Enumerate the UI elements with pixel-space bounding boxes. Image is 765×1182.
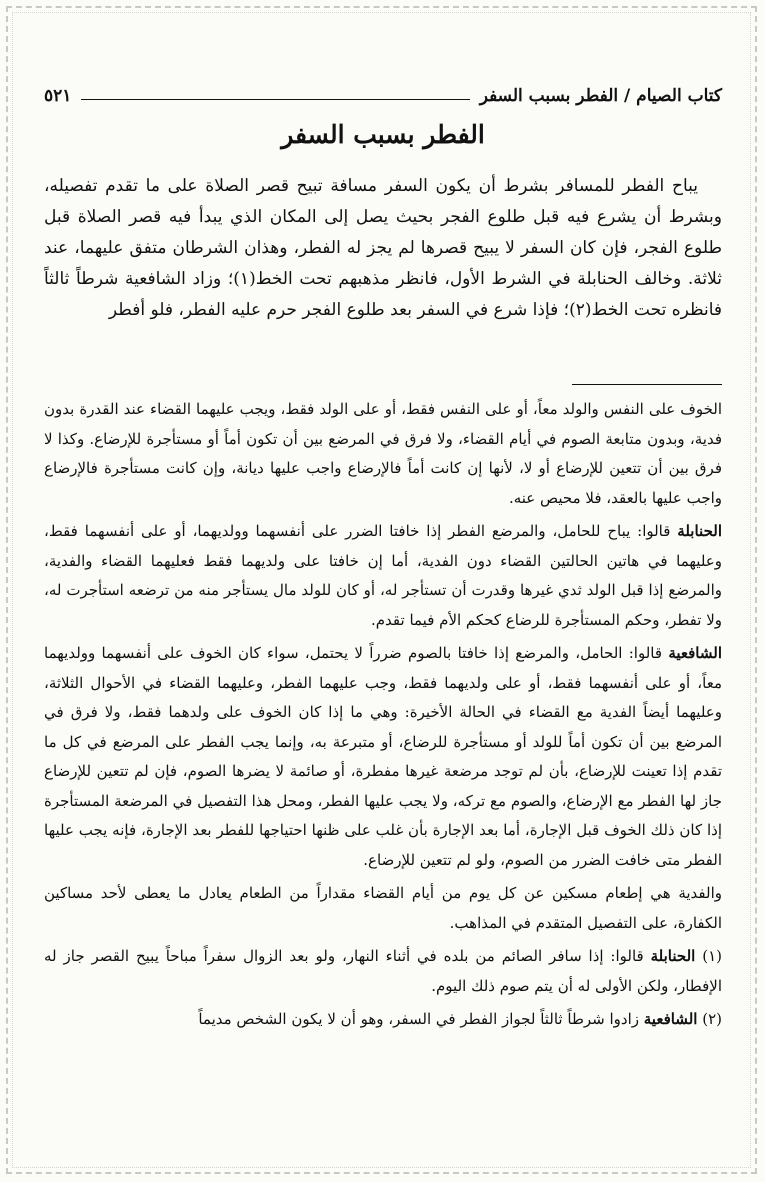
fn1-lead: الحنابلة [650, 947, 696, 965]
chapter-heading: كتاب الصيام / الفطر بسبب السفر [479, 86, 722, 106]
footnote-separator [572, 384, 722, 385]
hanabila-lead: الحنابلة [677, 522, 722, 540]
running-header [44, 82, 722, 110]
hanabila-text: قالوا: يباح للحامل، والمرضع الفطر إذا خافتا الضرر على أنفسهما وولديهما، أو على أنفسهما فقط، وعليهما في هاتين الحالتين القضاء دون الفدية، أما إن خافتا على ولديهما فقط فعليهما القضاء والفدية، والمرضع إذا قبل الولد ثدي غيرها وقدرت أن تستأجر له، أو كان للولد مال يستأجر منه من ترضعه استأجرت له، ولا تفطر، وحكم المستأجرة للرضاع كحكم الأم فيما تقدم. [44, 522, 722, 629]
footnote-shafiiya [44, 639, 722, 875]
fn2-number: (٢) [702, 1010, 722, 1028]
page-number: ٥٢١ [44, 86, 72, 106]
footnote-hanabila [44, 517, 722, 635]
footnote-1 [44, 942, 722, 1001]
footnote-fidya: والفدية هي إطعام مسكين عن كل يوم من أيام القضاء مقداراً من الطعام يعادل ما يعطى لأحد مساكين الكفارة، على التفصيل المتقدم في المذاهب. [44, 884, 722, 932]
main-paragraph: يباح الفطر للمسافر بشرط أن يكون السفر مسافة تبيح قصر الصلاة على ما تقدم تفصيله، وبشرط أن يشرع فيه قبل طلوع الفجر بحيث يصل إلى المكان الذي يبدأ فيه قصر الصلاة قبل طلوع الفجر، فإن كان السفر لا يبيح قصرها لم يجز له الفطر، وهذان الشرطان متفق عليهما، عند ثلاثة. وخالف الحنابلة في الشرط الأول، فانظر مذهبهم تحت الخط(١)؛ وزاد الشافعية شرطاً ثالثاً فانظره تحت الخط(٢)؛ فإذا شرع في السفر بعد طلوع الفجر حرم عليه الفطر، فلو أفطر [44, 176, 722, 320]
fn2-lead: الشافعية [643, 1010, 698, 1028]
main-text [44, 171, 722, 326]
shafiiya-lead: الشافعية [668, 644, 722, 662]
footnote-2 [44, 1005, 722, 1035]
page-content [44, 82, 722, 1039]
header-rule [81, 99, 469, 100]
fn1-number: (١) [702, 947, 722, 965]
footnotes [44, 395, 722, 1035]
footnote-continuation: الخوف على النفس والولد معاً، أو على النفس فقط، أو على الولد فقط، ويجب عليهما القضاء عند القدرة بدون فدية، وبدون متابعة الصوم في أيام القضاء، ولا فرق في المرضع بين أن تكون أماً أو مستأجرة للإرضاع. وكذا لا فرق بين أن تتعين للإرضاع أو لا، لأنها إن كانت أماً فالإرضاع واجب عليها ديانة، وإن كانت مستأجرة فالإرضاع واجب عليها بالعقد، فلا محيص عنه. [44, 400, 722, 507]
shafiiya-text: قالوا: الحامل، والمرضع إذا خافتا بالصوم ضرراً لا يحتمل، سواء كان الخوف على أنفسهما وولديهما معاً، أو على أنفسهما فقط، أو على ولديهما فقط، وجب عليهما الفطر، وعليهما القضاء في الأحوال الثلاثة، وعليهما أيضاً الفدية مع القضاء في الحالة الأخيرة: وهي ما إذا كان الخوف على ولدهما فقط، ولا فرق في المرضع بين أن تكون أماً للولد أو مستأجرة للرضاع، أو متبرعة به، وإنما يجب الفطر على المرضع في كل ما تقدم إذا تعينت للإرضاع، بأن لم توجد مرضعة غيرها مفطرة، أو صائمة لا يضرها الصوم، فإن لم تتعين للإرضاع جاز لها الفطر مع الإرضاع، والصوم مع تركه، ولا يجب عليها الفطر، ومحل هذا التفصيل في المرضعة المستأجرة إذا كان ذلك الخوف قبل الإجارة، أما بعد الإجارة بأن غلب على ظنها احتياجها للفطر بعد الإجارة، فإنه يجب عليها الفطر متى خافت الضرر من الصوم، ولو لم تتعين للإرضاع. [44, 644, 722, 869]
fn1-text: قالوا: إذا سافر الصائم من بلده في أثناء النهار، ولو بعد الزوال سفراً مباحاً يبيح القصر جاز له الإفطار، ولكن الأولى له أن يتم صوم ذلك اليوم. [44, 947, 722, 995]
fn2-text: زادوا شرطاً ثالثاً لجواز الفطر في السفر، وهو أن لا يكون الشخص مديماً [198, 1010, 644, 1028]
section-title: الفطر بسبب السفر [281, 120, 485, 149]
